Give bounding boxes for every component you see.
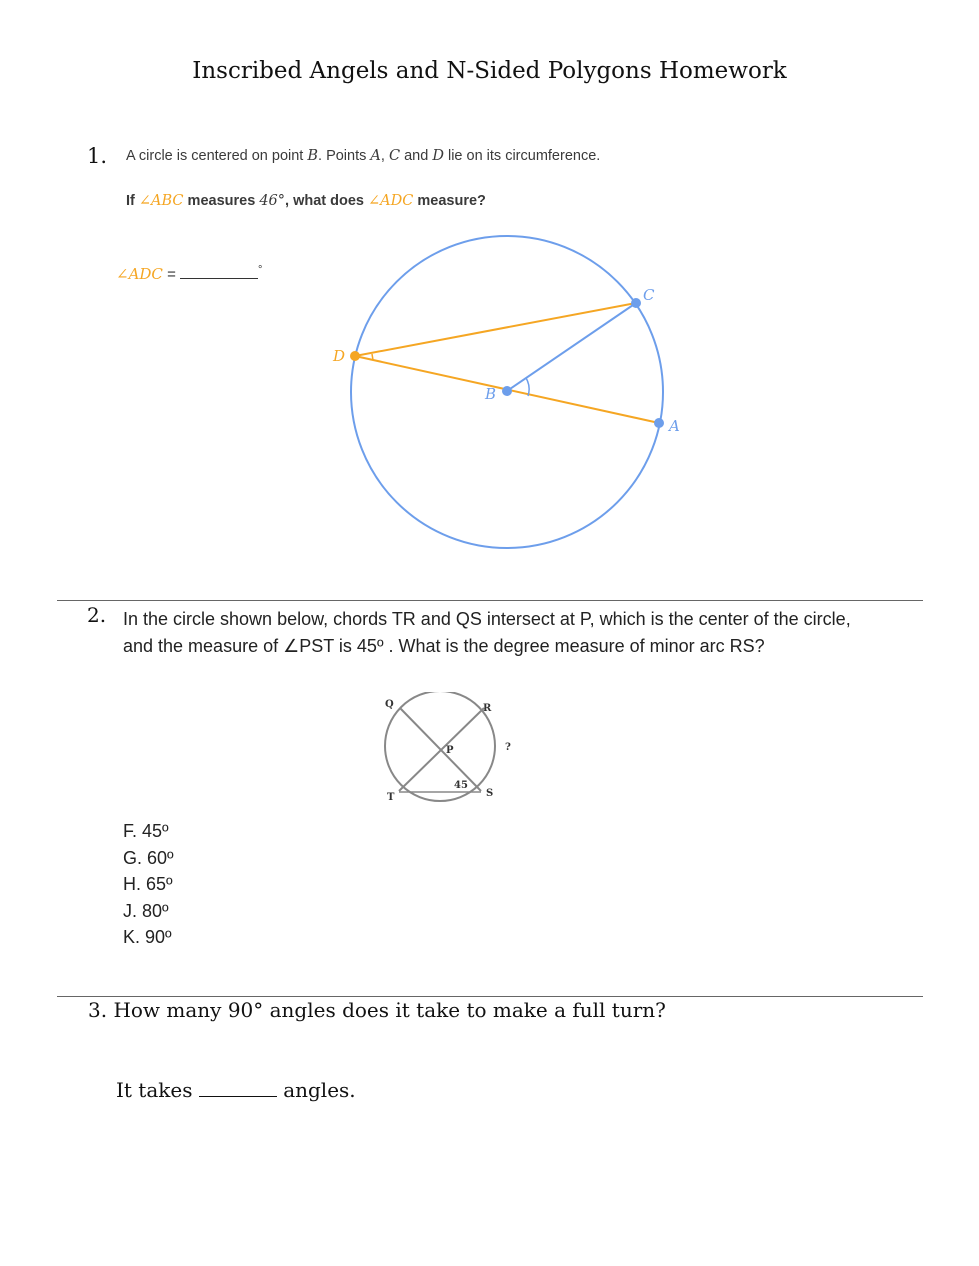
angle-adc-label: ∠ADC [368,193,414,209]
label-q: Q [385,699,394,710]
circle-diagram-q1 [330,225,700,560]
unknown-arc-label: ? [505,742,511,753]
point-a [654,418,664,428]
question-1-prompt: If ∠ABC measures 46°, what does ∠ADC measure? [126,193,486,209]
choice-h[interactable]: H. 65º [123,874,173,894]
label-a: A [669,417,680,435]
chord-dc [355,303,636,356]
answer-blank[interactable] [180,264,258,279]
label-b: B [485,385,497,403]
label-d: D [333,347,346,365]
angle-d-marker [372,354,373,360]
choice-g[interactable]: G. 60º [123,847,174,868]
question-3-text: 3. How many 90° angles does it take to make a full turn? [88,998,666,1022]
label-r: R [483,703,492,714]
answer-blank[interactable] [199,1078,277,1097]
question-1-text: A circle is centered on point B. Points A, C and D lie on its circumference. [126,148,601,164]
point-d [350,351,360,361]
choice-j[interactable]: J. 80º [123,900,169,921]
answer-choices [123,818,174,951]
divider [57,996,923,997]
point-c [631,298,641,308]
question-2-text: In the circle shown below, chords TR and QS intersect at P, which is the center of the circle, and the measure of ∠PST is 45º . What is the degree measure of minor arc RS? [123,609,851,656]
point-b [502,386,512,396]
label-c: C [643,286,655,304]
question-3-answer-line: It takes angles. [116,1078,356,1102]
label-s: S [486,788,494,799]
label-t: T [387,792,395,803]
circle-diagram-q2 [370,692,530,804]
divider [57,600,923,601]
choice-k[interactable]: K. 90º [123,927,172,947]
choice-f[interactable]: F. 45º [123,821,169,841]
angle-45-label: 45 [454,780,468,791]
question-1-number: 1. [87,144,108,168]
page-title: Inscribed Angels and N-Sided Polygons Homework [192,58,787,84]
question-2-number: 2. [87,603,107,627]
label-p: P [446,745,454,756]
question-1-answer-line: ∠ADC = ° [116,264,263,283]
angle-abc-label: ∠ABC [138,193,184,209]
